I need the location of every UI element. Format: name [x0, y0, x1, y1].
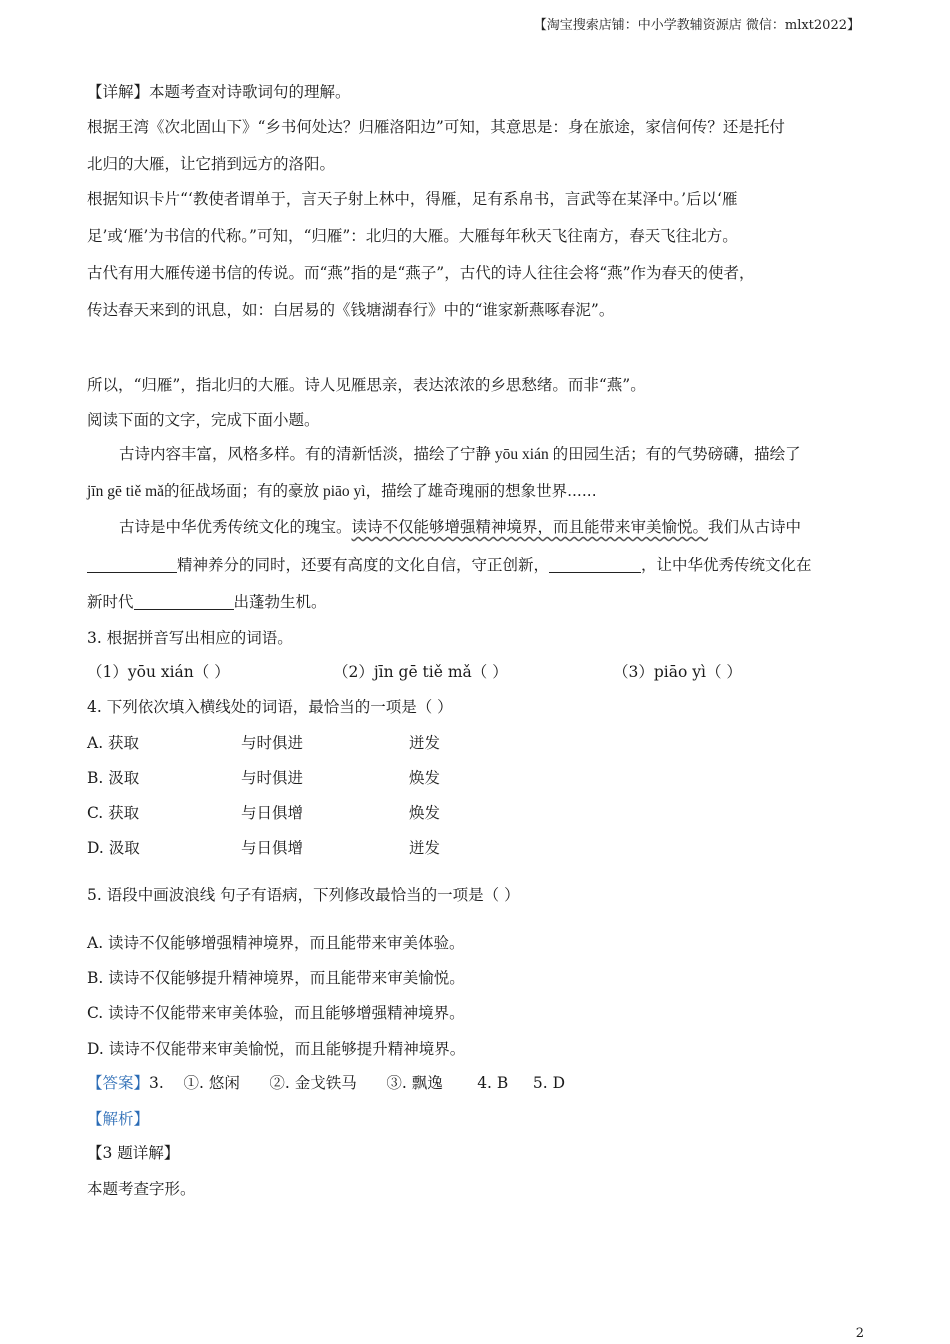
passage-text: 的征战场面；有的豪放	[164, 482, 320, 500]
reading-passage-line	[87, 592, 863, 612]
explain-paragraph: 传达春天来到的讯息，如：白居易的《钱塘湖春行》中的“谁家新燕啄春泥”。	[87, 301, 615, 319]
passage-text: 出蓬勃生机。	[233, 593, 327, 611]
reading-passage-line	[87, 555, 863, 575]
explain-paragraph: 足’或‘雁’为书信的代称。”可知，“归雁”：北归的大雁。大雁每年秋天飞往南方，春天飞往北方。	[87, 227, 738, 245]
fill-blank-2	[549, 556, 641, 573]
option-word: 迸发	[409, 839, 441, 857]
explain-paragraph: 根据知识卡片“‘教使者谓单于，言天子射上林中，得雁，足有系帛书，言武等在某泽中。’后以‘雁	[87, 190, 738, 208]
option-word: 迸发	[409, 734, 441, 752]
option-label: C. 获取	[87, 804, 140, 822]
passage-text: 古诗是中华优秀传统文化的瑰宝。	[119, 518, 352, 536]
option-word: 焕发	[409, 769, 441, 787]
passage-text: 精神养分的同时，还要有高度的文化自信，守正创新，	[177, 556, 550, 574]
page-number: 2	[855, 1326, 864, 1341]
passage-text: 古诗内容丰富，风格多样。有的清新恬淡，描绘了宁静	[119, 445, 492, 463]
fill-blank-1	[87, 556, 177, 573]
option-word: 与日俱增	[241, 839, 304, 857]
q5-option-c: C. 读诗不仅能带来审美体验，而且能够增强精神境界。	[87, 1004, 465, 1022]
passage-text: 我们从古诗中	[708, 518, 802, 536]
fill-blank-3	[134, 593, 234, 610]
option-label: B. 汲取	[87, 769, 140, 787]
passage-text: 新时代	[87, 593, 134, 611]
explain-paragraph: 古代有用大雁传递书信的传说。而“燕”指的是“燕子”，古代的诗人往往会将“燕”作为春天的使者，	[87, 264, 755, 282]
q5-option-a: A. 读诗不仅能够增强精神境界，而且能带来审美体验。	[87, 934, 465, 952]
option-label: A. 获取	[87, 734, 140, 752]
explain-title: 【详解】本题考查对诗歌词句的理解。	[87, 83, 351, 101]
analysis-text: 本题考查字形。	[87, 1180, 196, 1198]
reading-passage-line	[87, 517, 895, 537]
answer-text: 3. ①. 悠闲 ②. 金戈铁马 ③. 飘逸 4. B 5. D	[149, 1074, 566, 1092]
q3-item-2: （2）jīn gē tiě mǎ（ ）	[333, 663, 508, 681]
pinyin-jingetiema: jīn gē tiě mǎ	[87, 483, 165, 500]
option-word: 焕发	[409, 804, 441, 822]
option-label: D. 汲取	[87, 839, 140, 857]
q3-stem: 3. 根据拼音写出相应的词语。	[87, 629, 293, 647]
explain-paragraph: 北归的大雁，让它捎到远方的洛阳。	[87, 155, 336, 173]
pinyin-piaoyi: piāo yì	[319, 483, 366, 500]
reading-passage-line	[87, 444, 895, 465]
wavy-underlined-sentence: 读诗不仅能够增强精神境界，而且能带来审美愉悦。	[351, 518, 709, 536]
q5-stem: 5. 语段中画波浪线 句子有语病，下列修改最恰当的一项是（ ）	[87, 886, 520, 904]
pinyin-youxian: yōu xián	[491, 446, 553, 463]
option-word: 与日俱增	[241, 804, 304, 822]
q4-stem: 4. 下列依次填入横线处的词语，最恰当的一项是（ ）	[87, 698, 453, 716]
page-header: 【淘宝搜索店铺：中小学教辅资源店 微信：mlxt2022】	[533, 18, 860, 33]
answer-label: 【答案】	[87, 1074, 150, 1092]
passage-text: 的田园生活；有的气势磅礴，描绘了	[552, 445, 801, 463]
analysis-label: 【解析】	[87, 1110, 150, 1128]
reading-passage-line	[87, 481, 863, 502]
reading-intro: 阅读下面的文字，完成下面小题。	[87, 411, 320, 429]
q3-item-1: （1）yōu xián（ ）	[87, 663, 230, 681]
q5-option-d: D. 读诗不仅能带来审美愉悦，而且能够提升精神境界。	[87, 1040, 466, 1058]
passage-text: ，让中华优秀传统文化在	[641, 556, 812, 574]
passage-text: ，描绘了雄奇瑰丽的想象世界......	[365, 482, 597, 500]
option-word: 与时俱进	[241, 734, 304, 752]
q3-item-3: （3）piāo yì（ ）	[613, 663, 742, 681]
explain-paragraph: 根据王湾《次北固山下》“乡书何处达？归雁洛阳边”可知，其意思是：身在旅途，家信何传？还是托付	[87, 118, 785, 136]
q5-option-b: B. 读诗不仅能够提升精神境界，而且能带来审美愉悦。	[87, 969, 465, 987]
explain-conclusion: 所以，“归雁”，指北归的大雁。诗人见雁思亲，表达浓浓的乡思愁绪。而非“燕”。	[87, 376, 646, 394]
analysis-subtitle: 【3 题详解】	[87, 1144, 180, 1162]
answer-line	[87, 1073, 863, 1093]
option-word: 与时俱进	[241, 769, 304, 787]
